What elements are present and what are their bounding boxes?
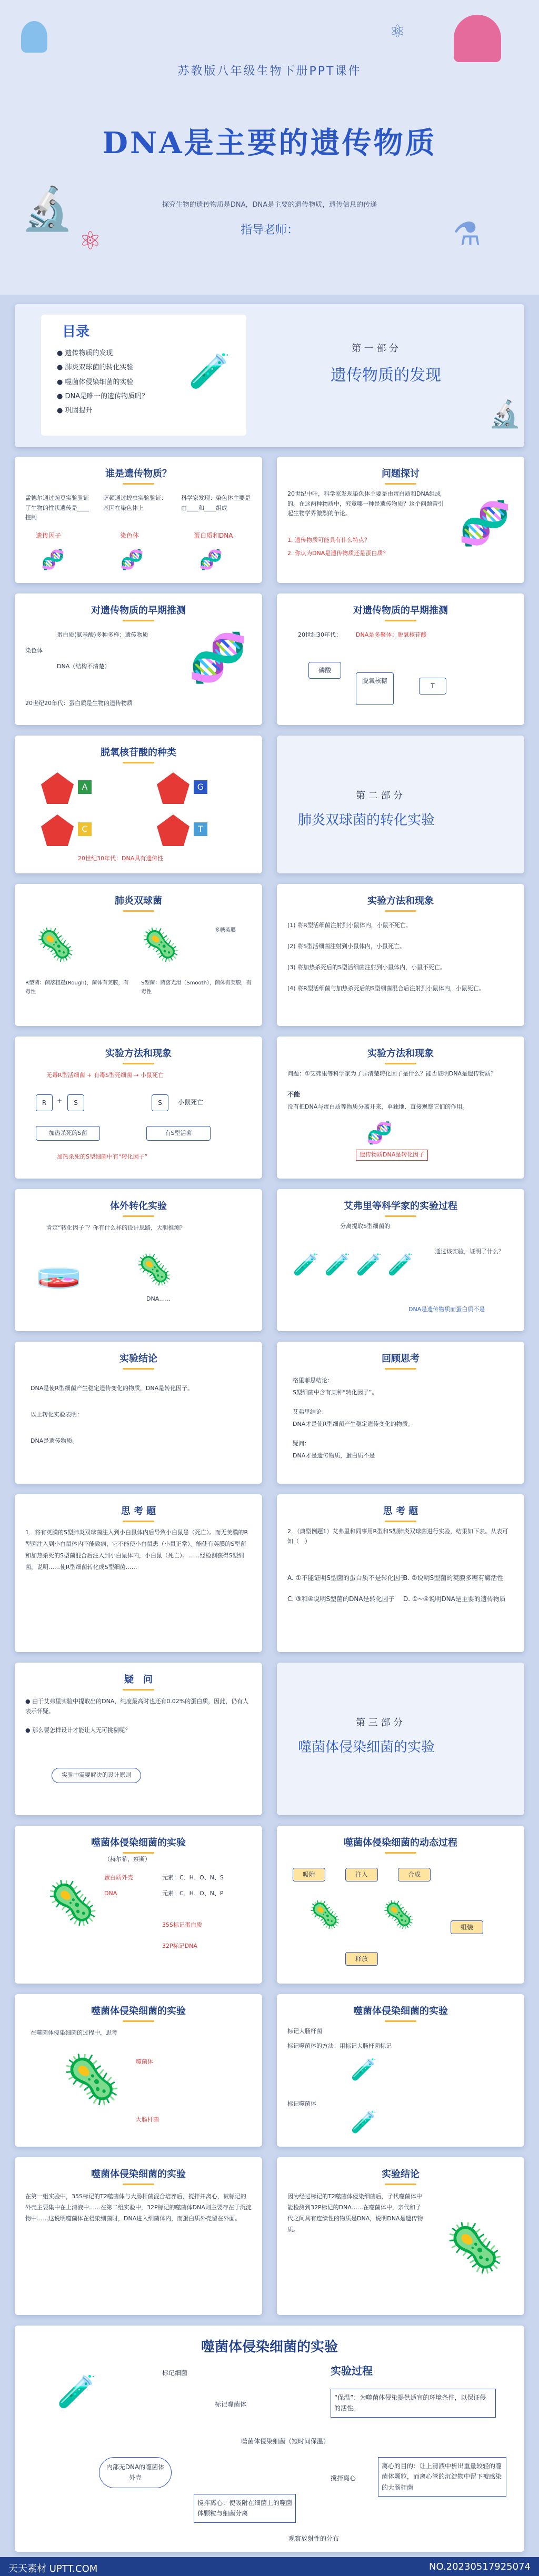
toc-item[interactable]: ● 噬菌体侵染细菌的实验 <box>57 378 134 386</box>
answer-tag: 染色体 <box>120 532 139 539</box>
s-box: S <box>152 1094 168 1111</box>
molecule-icon: ⚛ <box>390 21 406 42</box>
slide-title: 脱氧核苷酸的种类 <box>15 745 262 763</box>
option[interactable]: D. ①~④说明DNA是主要的遗传物质 <box>403 1595 506 1603</box>
body-text: 疑问： <box>293 1440 310 1447</box>
cover-title: DNA是主要的遗传物质 <box>102 126 437 160</box>
slide-title: 噬菌体侵染细菌的实验 <box>201 2339 338 2355</box>
base-c: C <box>78 822 92 836</box>
part3-label: 第 三 部 分 <box>356 1717 403 1728</box>
petri-dish-icon: 🧫 <box>36 1247 82 1290</box>
step-box: 合成 <box>398 1868 431 1881</box>
toc-slide <box>15 304 524 447</box>
bacteria-icon: 🦠 <box>382 1899 415 1930</box>
body-text: DNA（结构不清楚） <box>57 663 111 670</box>
part3-title: 噬菌体侵染细菌的实验 <box>298 1739 435 1755</box>
body-text: 20世纪30年代： <box>298 631 342 638</box>
step: 标记细菌 <box>162 2369 188 2377</box>
body-text: DNA是使R型细菌产生稳定遗传变化的物质，DNA是转化因子。 <box>31 1385 194 1392</box>
slide-title: 噬菌体侵染细菌的动态过程 <box>277 1835 524 1854</box>
microscope-icon: 🔬 <box>21 184 74 233</box>
bacteria-s-icon: 🦠 <box>141 927 181 963</box>
col-text: 孟德尔通过豌豆实验验证了生物的性状遗传是____控制 <box>25 495 89 521</box>
nucleotide-shape <box>41 814 74 846</box>
slide-think2 <box>277 1494 524 1652</box>
slide-title: 谁是遗传物质？ <box>15 466 262 485</box>
test-tube-icon: 🧪 <box>387 1253 414 1277</box>
slide-title: 噬菌体侵染细菌的实验 <box>277 2004 524 2022</box>
slide-method3 <box>277 1037 524 1179</box>
subtitle: 实验过程 <box>331 2364 373 2377</box>
step-box: 释放 <box>345 1952 378 1966</box>
step-box: 组装 <box>451 1920 483 1934</box>
microscope-icon: 🔬 <box>488 399 522 429</box>
body-text: 因为经过标记的T2噬菌体侵染细菌后，子代噬菌体中能检测到32P标记的DNA……在噬菌体中，亲代和子代之间具有连续性的物质是DNA，说明DNA是遗传物质。 <box>287 2193 423 2233</box>
question: 2. 你认为DNA是遗传物质还是蛋白质？ <box>287 550 389 557</box>
slide-conclusion <box>15 1342 262 1484</box>
base-t: T <box>194 822 207 836</box>
body-text: 标记噬菌体 <box>287 2100 316 2107</box>
toc-panel <box>41 315 246 436</box>
label: 分离提取S型细菌的 <box>340 1223 390 1230</box>
slide-title: 实验结论 <box>277 2167 524 2185</box>
slide-title: 对遗传物质的早期推测 <box>277 603 524 621</box>
cover-description: 探究生物的遗传物质是DNA，DNA是主要的遗传物质，遗传信息的传递 <box>162 201 377 209</box>
bacteria-icon: 🦠 <box>308 1899 342 1930</box>
callout: 搅拌离心：使吸附在细菌上的噬菌体颗粒与细菌分离 <box>194 2494 296 2523</box>
body-text: DNA才是遗传物质，蛋白质不是 <box>293 1452 375 1459</box>
slide-title: 疑 问 <box>15 1672 262 1690</box>
base-a: A <box>78 780 92 794</box>
slide-avery <box>277 1189 524 1331</box>
slide-title: 艾弗里等科学家的实验过程 <box>277 1199 524 1217</box>
body-text: DNA是多聚体：脱氧核苷酸 <box>356 631 427 638</box>
answer: 不能 <box>287 1091 301 1098</box>
dna-helix-icon: 🧬 <box>199 549 223 571</box>
slide-title: 肺炎双球菌 <box>15 893 262 912</box>
slide-method <box>277 884 524 1026</box>
callout: 离心的目的：让上清液中析出重量较轻的噬菌体颗粒，而离心管的沉淀物中留下被感染的大肠杆菌 <box>378 2457 506 2497</box>
slide-phage4 <box>277 1994 524 2147</box>
subtitle: （赫尔希，蔡斯） <box>104 1856 151 1863</box>
question: 2．（典型例题1）艾弗里和同事用R型和S型肺炎双球菌进行实验，结果如下表。从表可知（ ） <box>287 1528 508 1545</box>
slide-title: 体外转化实验 <box>15 1199 262 1217</box>
conclusion: 加热杀死的S型细菌中有“转化因子” <box>57 1153 148 1160</box>
slide-title: 噬菌体侵染细菌的实验 <box>15 1835 262 1854</box>
part2-title: 肺炎双球菌的转化实验 <box>298 812 435 828</box>
toc-item[interactable]: ● 巩固提升 <box>57 407 93 415</box>
body-text: 染色体 <box>25 647 43 654</box>
label: DNA…… <box>146 1295 171 1302</box>
slide-phage5 <box>15 2157 262 2315</box>
method-item: (3) 将加热杀死后的S型活细菌注射到小鼠体内，小鼠不死亡。 <box>287 964 446 971</box>
slide-title: 实验方法和现象 <box>15 1046 262 1064</box>
method-item: (4) 将R型活细菌与加热杀死后的S型细菌混合后注射到小鼠体内，小鼠死亡。 <box>287 985 485 992</box>
dna-helix-icon: 🧬 <box>120 549 144 571</box>
r-box: R <box>36 1094 53 1111</box>
slide-final <box>15 2326 524 2552</box>
part1-title: 遗传物质的发现 <box>331 366 441 385</box>
test-tube-icon: 🧪 <box>351 2058 377 2082</box>
dna-helix-icon: 🧬 <box>188 630 248 686</box>
step-box: 注入 <box>345 1868 378 1881</box>
label: 多糖荚膜 <box>215 928 236 933</box>
phage-icon: 🦠 <box>62 2052 122 2107</box>
slide-title: 回顾思考 <box>277 1351 524 1370</box>
phage-icon: 🦠 <box>46 1878 99 1927</box>
question: 1．将有英膜的S型肺炎双球菌注入到小白鼠体内后导致小白鼠患（死亡）。而无荚膜的R型菌注入到小白鼠体内不能致病，它不能使小白鼠患（小鼠正常）。能使有英膜的S型菌和加热杀死的S型菌混合后注入到小白鼠体内，小白鼠（死亡）。……经检测获得S型细菌，说明……使R型细菌转化成S型细菌…… <box>25 1529 248 1571</box>
body-text: 在噬菌体侵染细菌的过程中，思考 <box>31 2029 117 2036</box>
body-text: 在第一组实验中，35S标记的T2噬菌体与大肠杆菌混合培养后，搅拌并离心，被标记的外壳主要集中在上清液中……在第二组实验中，32P标记的噬菌体DNA则主要存在于沉淀物中……这说明噬菌体在侵染细菌时，DNA进入细菌体内，而蛋白质外壳留在外面。 <box>25 2193 252 2222</box>
label: 蛋白质外壳 <box>104 1874 133 1881</box>
r-desc: R型菌：菌落粗糙(Rough)，菌体有荚膜，有毒性 <box>25 980 129 995</box>
slide-bact <box>15 884 262 1026</box>
slide-part2 <box>277 736 524 873</box>
slide-title: 噬菌体侵染细菌的实验 <box>15 2167 262 2185</box>
slide-early <box>15 593 262 725</box>
slide-phage6 <box>277 2157 524 2315</box>
bacteria-icon: 🦠 <box>136 1253 173 1287</box>
option[interactable]: A. ①不能证明S型菌的蛋白质不是转化因子 <box>287 1574 407 1582</box>
step: 观察放射性的分布 <box>288 2535 340 2542</box>
step: 噬菌体侵染细菌（短时间保温） <box>241 2438 330 2445</box>
slide-part3 <box>277 1663 524 1815</box>
scientist-image: 🧪 <box>188 352 231 391</box>
step-box: 吸附 <box>293 1868 325 1881</box>
slide-question <box>277 457 524 583</box>
answer-tag: 遗传因子 <box>36 532 62 539</box>
slide-phage2 <box>277 1826 524 1984</box>
col-text: 科学家发现：染色体主要是由____和____组成 <box>181 495 251 511</box>
slide-genetic <box>15 457 262 583</box>
body-text: S型细菌中含有某种“转化因子”。 <box>293 1389 378 1396</box>
atom-icon: ⚛ <box>79 226 102 256</box>
tag: 遗传物质DNA是转化因子 <box>356 1150 428 1161</box>
step: 搅拌离心 <box>331 2474 356 2482</box>
cover-slide <box>0 0 539 295</box>
dna-helix-icon: 🧬 <box>41 549 65 571</box>
body-text: 蛋白质(氨基酸)多种多样：遗传物质 <box>57 631 148 638</box>
callout: “保温”：为噬菌体侵染提供适宜的环境条件，以保证侵的活性。 <box>331 2389 496 2418</box>
slide-title: 对遗传物质的早期推测 <box>15 603 262 621</box>
slide-invitro <box>15 1189 262 1331</box>
nucleotide-shape <box>157 814 189 846</box>
slide-title: 实验方法和现象 <box>277 1046 524 1064</box>
body-text: DNA才是使R型细菌产生稳定遗传变化的物质。 <box>293 1421 414 1427</box>
body-text: 20世纪20年代：蛋白质是生物的遗传物质 <box>25 700 133 707</box>
slide-title: 问题探讨 <box>277 466 524 485</box>
body-text: 标记噬菌体的方法：用标记大肠杆菌标记 <box>287 2042 392 2049</box>
body-text: ● 那么要怎样设计才能让人无可挑剔呢？ <box>25 1727 131 1734</box>
part2-label: 第 二 部 分 <box>356 790 403 801</box>
base-g: G <box>194 780 207 794</box>
body-text: DNA是遗传物质。 <box>31 1437 78 1444</box>
nucleotide-shape <box>41 772 74 804</box>
deoxyribose-box: 脱氧核糖 <box>356 672 394 705</box>
footer-bar <box>0 2557 539 2576</box>
callout: 内部无DNA的噬菌体外壳 <box>99 2457 172 2488</box>
label: 元素：C、H、O、N、S <box>162 1874 224 1881</box>
option[interactable]: C. ③和④说明S型菌的DNA是转化因子 <box>287 1595 395 1603</box>
col-text: 萨顿通过蝗虫实验验证：基因在染色体上 <box>103 495 167 511</box>
step: 标记噬菌体 <box>215 2401 247 2408</box>
label: DNA <box>104 1890 117 1897</box>
slide-early2 <box>277 593 524 725</box>
base-box: T <box>419 678 446 695</box>
phage-icon: 🦠 <box>445 2220 505 2276</box>
step-box: 加热杀死的S菌 <box>36 1126 100 1141</box>
flask-icon <box>454 15 501 62</box>
label: 大肠杆菌 <box>136 2116 159 2123</box>
slide-title: 噬菌体侵染细菌的实验 <box>15 2004 262 2022</box>
footer-right: NO.20230517925074 <box>429 2561 531 2572</box>
method-item: (1) 将R型活细菌注射到小鼠体内，小鼠不死亡。 <box>287 922 412 929</box>
dna-helix-icon: 🧬 <box>366 1121 393 1145</box>
option[interactable]: B. ②说明S型菌的荚膜多糖有酶活性 <box>403 1574 504 1582</box>
label: 元素：C、H、O、N、P <box>162 1890 224 1897</box>
bacteria-r-icon: 🦠 <box>36 927 75 963</box>
phosphate-box: 磷酸 <box>308 662 341 679</box>
slide-phage <box>15 1826 262 1984</box>
test-tube-icon: 🧪 <box>356 1253 382 1277</box>
test-tube-icon: 🧪 <box>57 2373 96 2410</box>
slide-doubt <box>15 1663 262 1815</box>
plus-sign: + <box>57 1097 63 1104</box>
slide-think1 <box>15 1494 262 1652</box>
question: 肯定“转化因子”？你有什么样的设计思路，大胆推测？ <box>46 1224 186 1231</box>
conclusion: DNA是遗传物质而蛋白质不是 <box>408 1306 485 1313</box>
footer-left: 天天素材 UPTT.COM <box>8 2563 98 2574</box>
beaker-icon: ⚗ <box>453 216 481 253</box>
slide-title: 思 考 题 <box>15 1504 262 1522</box>
step-box: 有S型活菌 <box>146 1126 211 1141</box>
result-text: 小鼠死亡 <box>178 1099 204 1106</box>
toc-item[interactable]: ● 肺炎双球菌的转化实验 <box>57 364 134 372</box>
bubble-text: 实验中需要解决的设计原则 <box>52 1768 141 1783</box>
test-tube-icon: 🧪 <box>351 2110 377 2135</box>
label: 35S标记蛋白质 <box>162 1921 202 1928</box>
cover-teacher: 指导老师： <box>240 224 298 237</box>
note: 20世纪30年代：DNA具有遗传性 <box>78 855 164 862</box>
body-text: 格里菲思结论： <box>293 1377 333 1384</box>
question: 问题：①艾弗里等科学家为了弄清楚转化因子是什么？能否证明DNA是遗传物质？ <box>287 1070 497 1077</box>
slide-title: 实验方法和现象 <box>277 893 524 912</box>
s-box: S <box>67 1094 84 1111</box>
body-text: 艾弗里结论： <box>293 1408 327 1415</box>
toc-item[interactable]: ● DNA是唯一的遗传物质吗？ <box>57 392 149 400</box>
body-text: 没有把DNA与蛋白质等物质分离开来，单独地、直接观察它们的作用。 <box>287 1103 468 1110</box>
body-text: 20世纪中叶，科学家发现染色体主要是由蛋白质和DNA组成的。在这两种物质中，究竟哪一种是遗传物质？这个问题曾引起生物学界激烈的争论。 <box>287 490 444 517</box>
slide-nucleo <box>15 736 262 873</box>
slide-review <box>277 1342 524 1484</box>
question: 1. 遗传物质可能具有什么特点？ <box>287 537 370 544</box>
toc-item[interactable]: ● 遗传物质的发现 <box>57 349 113 357</box>
flask-icon <box>21 21 47 53</box>
label: 噬菌体 <box>136 2058 153 2065</box>
slide-method2 <box>15 1037 262 1179</box>
toc-heading: 目录 <box>62 324 90 340</box>
slide-title: 实验结论 <box>15 1351 262 1370</box>
slide-phage3 <box>15 1994 262 2147</box>
dna-helix-icon: 🧬 <box>458 499 511 548</box>
test-tube-icon: 🧪 <box>324 1253 351 1277</box>
method-item: (2) 将S型活细菌注射到小鼠体内，小鼠死亡。 <box>287 943 406 950</box>
answer-tag: 蛋白质和DNA <box>194 532 233 539</box>
nucleotide-shape <box>157 772 189 804</box>
question: 通过该实验，证明了什么？ <box>435 1248 504 1255</box>
test-tube-icon: 🧪 <box>293 1253 319 1277</box>
label: 32P标记DNA <box>162 1943 197 1949</box>
slide-title: 思 考 题 <box>277 1504 524 1522</box>
body-text: ● 由于艾弗里实验中提取出的DNA，纯度最高时也还有0.02%的蛋白质，因此，仍有人表示怀疑。 <box>25 1698 249 1715</box>
body-text: 标记大肠杆菌 <box>287 2028 322 2035</box>
part1-label: 第 一 部 分 <box>352 343 399 354</box>
note: 无毒R型活细菌 + 有毒S型死细菌 → 小鼠死亡 <box>46 1072 164 1079</box>
cover-subtitle: 苏教版八年级生物下册PPT课件 <box>177 65 362 78</box>
s-desc: S型菌：菌落光滑（Smooth），菌体有荚膜，有毒性 <box>141 980 252 995</box>
body-text: 以上转化实验表明： <box>31 1411 83 1418</box>
